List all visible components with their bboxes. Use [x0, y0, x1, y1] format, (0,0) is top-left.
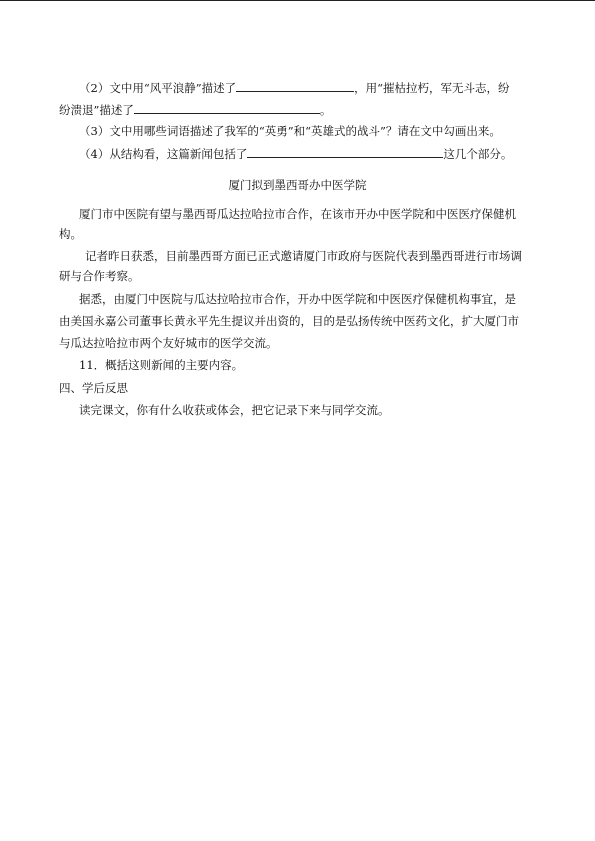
article-paragraph-2-line-1: 记者昨日获悉，目前墨西哥方面已正式邀请厦门市政府与医院代表到墨西哥进行市场调: [85, 249, 522, 263]
question-2-text-b: ，用“摧枯拉朽，军无斗志，纷: [354, 81, 510, 95]
article-paragraph-1-line-1: 厦门市中医院有望与墨西哥瓜达拉哈拉市合作，在该市开办中医学院和中医医疗保健机: [79, 207, 516, 221]
article-paragraph-1-line-2: 构。: [59, 227, 82, 241]
question-3: （3）文中用哪些词语描述了我军的“英勇”和“英雄式的战斗”？请在文中勾画出来。: [79, 124, 501, 138]
question-2-line-2: [59, 101, 331, 118]
question-2-line-1: [79, 79, 509, 96]
article-paragraph-3-line-3: 与瓜达拉哈拉市两个友好城市的医学交流。: [59, 336, 278, 350]
question-4-text-b: 这几个部分。: [443, 147, 513, 161]
section-4-heading: 四、学后反思: [59, 381, 128, 395]
article-paragraph-3-line-2: 由美国永嘉公司董事长黄永平先生提议并出资的，目的是弘扬传统中医药文化，扩大厦门市: [59, 314, 519, 328]
question-4-text-a: （4）从结构看，这篇新闻包括了: [79, 147, 248, 161]
question-4: [79, 145, 512, 162]
answer-blank-1[interactable]: [236, 79, 354, 92]
question-2-text-c: 纷溃退”描述了: [59, 103, 134, 117]
answer-blank-2[interactable]: [134, 101, 320, 114]
question-2-text-a: （2）文中用“风平浪静”描述了: [79, 81, 237, 95]
question-11: 11．概括这则新闻的主要内容。: [79, 358, 244, 372]
section-4-body: 读完课文，你有什么收获或体会，把它记录下来与同学交流。: [79, 403, 390, 417]
question-2-text-d: 。: [319, 103, 332, 117]
header-rule: [0, 0, 595, 1]
answer-blank-3[interactable]: [247, 145, 443, 158]
article-paragraph-3-line-1: 据悉，由厦门中医院与瓜达拉哈拉市合作，开办中医学院和中医医疗保健机构事宜，是: [79, 292, 516, 306]
article-paragraph-2-line-2: 研与合作考察。: [59, 269, 140, 283]
article-title: 厦门拟到墨西哥办中医学院: [228, 178, 367, 192]
